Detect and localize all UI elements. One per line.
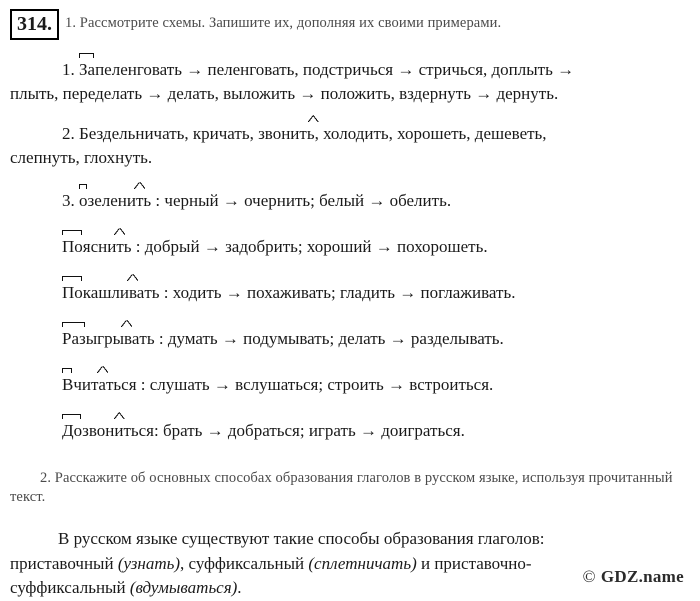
watermark xyxy=(583,567,684,587)
prefix-marked: По xyxy=(62,235,83,259)
prefix-marked-o: о xyxy=(79,189,88,213)
answer-line-3b: . xyxy=(237,578,242,598)
pair-5-tail: ться xyxy=(123,421,154,441)
schema-block-1 xyxy=(10,58,686,106)
prefix-marked: В xyxy=(62,373,73,397)
block-3-rest: : черный → очернить; белый → обелить. xyxy=(151,190,452,210)
pair-5-rest: : брать → добраться; играть → доиграться. xyxy=(154,421,465,441)
schema-pair-4 xyxy=(10,373,686,397)
block-3-label: 3. xyxy=(62,190,75,210)
schema-pair-2 xyxy=(10,281,686,305)
answer-example-3: (вдумываться) xyxy=(129,578,238,598)
pair-1-rest: : добрый → задобрить; хороший → похорошеть. xyxy=(131,236,488,256)
prefix-marked-za: За xyxy=(79,58,95,82)
pair-3-rest: : думать → подумывать; делать → разделывать. xyxy=(154,328,504,348)
pair-4-stem: чит xyxy=(73,375,99,394)
site-brand: GDZ.name xyxy=(600,567,684,586)
answer-example-2: (сплетничать) xyxy=(308,553,417,573)
task-2-text xyxy=(10,469,686,507)
pair-2-rest: : ходить → похаживать; гладить → поглаживать. xyxy=(159,282,516,302)
suffix-marked: ыва xyxy=(113,327,140,351)
answer-line-3a: суффиксальный xyxy=(10,578,130,598)
suffix-marked: а xyxy=(98,373,106,397)
schema-pair-3 xyxy=(10,327,686,351)
suffix-mark-bezdelnichat: Бездельничать, кричать, звонить, холодить, хорошеть, дешеветь, xyxy=(79,122,547,146)
suffix-marked-it: ить xyxy=(127,189,151,213)
prefix-marked: По xyxy=(62,281,83,305)
answer-line-2b: , суффиксальный xyxy=(180,553,309,573)
block-3-stem: зелен xyxy=(87,190,127,210)
pair-4-tail: ться xyxy=(105,375,137,394)
suffix-marked: ива xyxy=(120,281,144,305)
pair-2-tail: ть xyxy=(144,282,160,302)
prefix-marked: До xyxy=(62,419,82,443)
pair-2-stem: кашл xyxy=(82,282,120,302)
pair-1-stem: ясн xyxy=(82,236,108,256)
block-1-label: 1. xyxy=(62,60,75,79)
answer-line-2a: приставочный xyxy=(10,553,118,573)
pair-3-tail: ть xyxy=(139,328,155,348)
suffix-marked: и xyxy=(114,419,123,443)
schema-block-3 xyxy=(10,189,686,213)
prefix-marked: Раз xyxy=(62,327,86,351)
block-2-label: 2. xyxy=(62,124,75,144)
page-left-edge xyxy=(0,0,3,595)
pair-5-stem: звон xyxy=(82,421,115,441)
schema-block-2 xyxy=(10,122,686,170)
block-1-line-2: плыть, переделать → делать, выложить → положить, вздернуть → дернуть. xyxy=(10,84,559,104)
pair-3-stem: ыгр xyxy=(85,328,113,348)
block-2-line-2: слепнуть, глохнуть. xyxy=(10,148,153,168)
schema-pair-5 xyxy=(10,419,686,443)
task-2-body: 2. Расскажите об основных способах образования глаголов в русском языке, используя прочитанный текст. xyxy=(10,470,673,506)
answer-example-1: (узнать) xyxy=(117,553,181,573)
answer-line-1: В русском языке существуют такие способы образования глаголов: xyxy=(58,528,545,548)
answer-text xyxy=(10,527,686,601)
exercise-header xyxy=(10,8,686,40)
copyright-symbol: © xyxy=(582,567,596,586)
suffix-marked: ить xyxy=(107,235,131,259)
task-1-text: 1. Рассмотрите схемы. Запишите их, дополняя их своими примерами. xyxy=(65,15,502,31)
schema-pair-1 xyxy=(10,235,686,259)
answer-line-2c: и приставочно- xyxy=(416,553,532,573)
exercise-number: 314. xyxy=(10,9,59,40)
block-1-line-1: пеленговать → пеленговать, подстричься → стричься, доплыть → xyxy=(95,60,575,79)
pair-4-rest: : слушать → вслушаться; строить → встроиться. xyxy=(136,375,494,394)
